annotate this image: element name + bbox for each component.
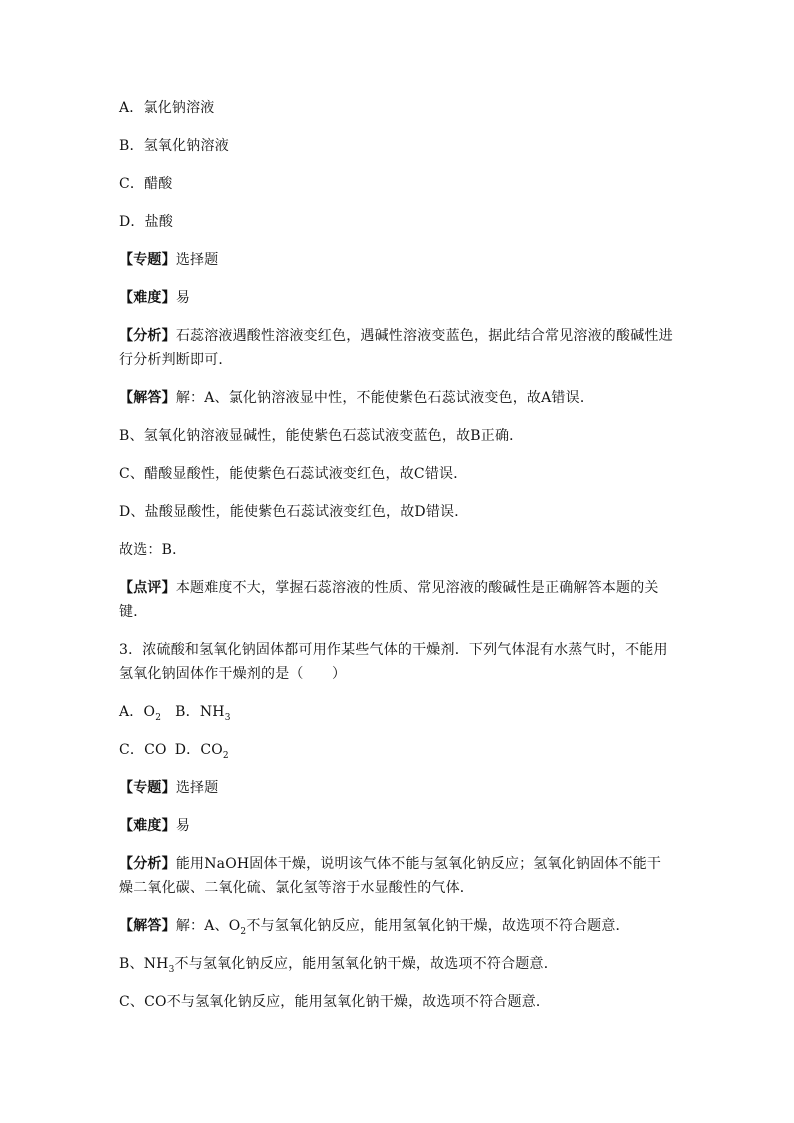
answer-line: C、CO不与氢氧化钠反应，能用氢氧化钠干燥，故选项不符合题意． — [119, 994, 551, 1010]
analysis-text: 能用NaOH固体干燥，说明该气体不能与氢氧化钠反应；氢氧化钠固体不能干燥二氧化碳、二氧化硫、氯化氢等溶于水显酸性的气体． — [119, 856, 662, 896]
difficulty-line — [119, 286, 675, 310]
option-o2 — [119, 704, 162, 723]
answer-line — [119, 952, 675, 976]
analysis-tag: 【分析】 — [119, 856, 176, 872]
option-d: D．盐酸 — [119, 214, 174, 230]
answer-line: B、氢氧化钠溶液显碱性，能使紫色石蕊试液变蓝色，故B正确． — [119, 428, 524, 444]
answer-text: B、NH — [119, 956, 169, 972]
answer-text: 解：A、氯化钠溶液显中性，不能使紫色石蕊试液变色，故A错误． — [175, 390, 595, 406]
difficulty-tag: 【难度】 — [119, 818, 176, 834]
comment-paragraph — [119, 576, 675, 624]
option-co2-text: D．CO — [174, 742, 223, 758]
topic-value: 选择题 — [175, 780, 219, 796]
comment-text: 本题难度不大，掌握石蕊溶液的性质、常见溶液的酸碱性是正确解答本题的关键． — [119, 580, 659, 620]
difficulty-value: 易 — [175, 818, 191, 834]
topic-tag: 【专题】 — [119, 252, 176, 268]
subscript: 3 — [224, 712, 231, 723]
answer-line: D、盐酸显酸性，能使紫色石蕊试液变红色，故D错误． — [119, 504, 469, 520]
topic-line — [119, 248, 675, 272]
comment-tag: 【点评】 — [119, 580, 176, 596]
subscript: 2 — [155, 712, 162, 723]
option-o2-text: A．O — [119, 704, 156, 720]
analysis-paragraph — [119, 852, 675, 900]
options-cd-line — [119, 738, 675, 762]
analysis-paragraph — [119, 324, 675, 372]
page-content — [119, 96, 675, 1028]
topic-line — [119, 776, 675, 800]
difficulty-line — [119, 814, 675, 838]
difficulty-tag: 【难度】 — [119, 290, 176, 306]
answer-line: C、醋酸显酸性，能使紫色石蕊试液变红色，故C错误． — [119, 466, 468, 482]
answer-text: 解：A、O — [175, 918, 241, 934]
option-c: C．醋酸 — [119, 176, 173, 192]
topic-tag: 【专题】 — [119, 780, 176, 796]
answer-line — [119, 914, 675, 938]
answer-text: 不与氢氧化钠反应，能用氢氧化钠干燥，故选项不符合题意． — [174, 956, 558, 972]
subscript: 2 — [222, 750, 229, 761]
difficulty-value: 易 — [175, 290, 191, 306]
options-ab-line — [119, 700, 675, 724]
option-co2 — [174, 742, 229, 761]
answer-line — [119, 386, 675, 410]
option-co: C．CO — [119, 742, 167, 758]
option-nh3-text: B．NH — [175, 704, 225, 720]
option-a: A．氯化钠溶液 — [119, 100, 215, 116]
analysis-tag: 【分析】 — [119, 328, 176, 344]
question-3: 3．浓硫酸和氢氧化钠固体都可用作某些气体的干燥剂．下列气体混有水蒸气时，不能用氢氧化钠固体作干燥剂的是（ ） — [119, 642, 668, 682]
subscript: 2 — [240, 926, 247, 937]
subscript: 3 — [168, 964, 175, 975]
option-b: B．氢氧化钠溶液 — [119, 138, 229, 154]
answer-text: 不与氢氧化钠反应，能用氢氧化钠干燥，故选项不符合题意． — [246, 918, 630, 934]
topic-value: 选择题 — [175, 252, 219, 268]
answer-tag: 【解答】 — [119, 390, 176, 406]
analysis-text: 石蕊溶液遇酸性溶液变红色，遇碱性溶液变蓝色，据此结合常见溶液的酸碱性进行分析判断即可． — [119, 328, 673, 368]
option-nh3 — [175, 704, 231, 723]
answer-tag: 【解答】 — [119, 918, 176, 934]
choice-line: 故选：B． — [119, 542, 187, 558]
